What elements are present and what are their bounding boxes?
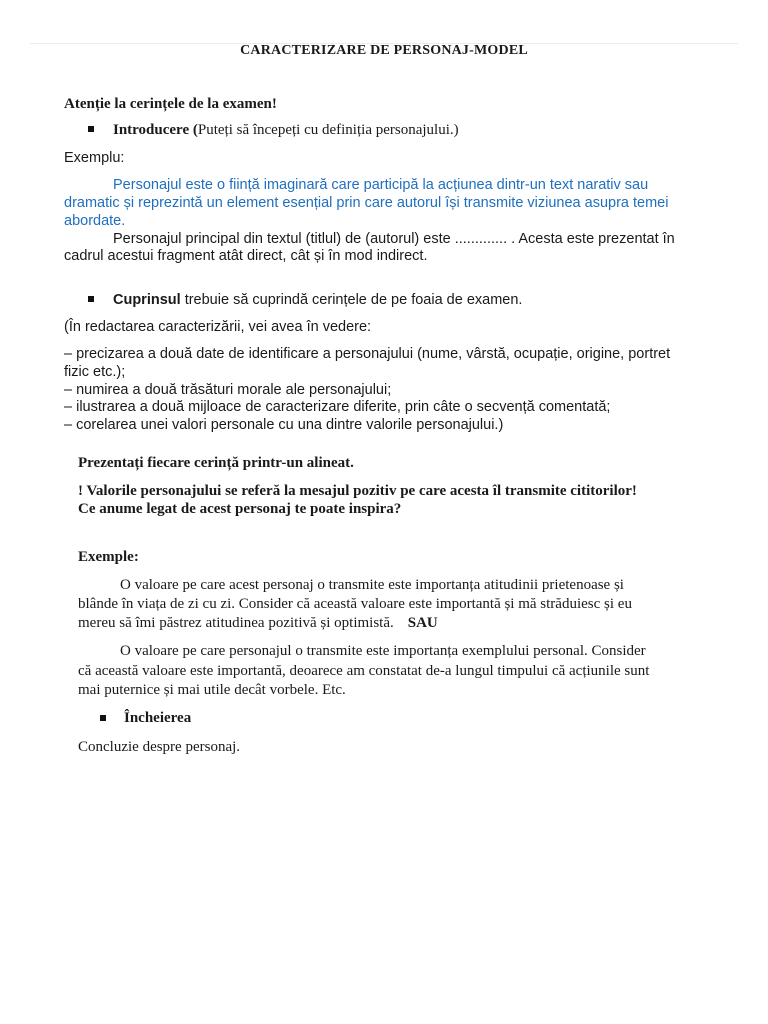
example1-line <box>78 615 438 632</box>
definition-line: Personajul este o ființă imaginară care participă la acțiunea dintr-un text narativ sau <box>113 177 649 193</box>
definition-line: abordate. <box>64 213 126 229</box>
bullet-icon <box>88 296 94 302</box>
example1-last-text: mereu să îmi păstrez atitudinea pozitivă și optimistă. <box>78 615 394 631</box>
examples-heading: Exemple: <box>78 549 139 565</box>
requirement-line: – ilustrarea a două mijloace de caracterizare diferite, prin câte o secvență comentată; <box>64 399 611 415</box>
content-intro: (În redactarea caracterizării, vei avea în vedere: <box>64 319 372 335</box>
document-title: CARACTERIZARE DE PERSONAJ-MODEL <box>240 43 528 58</box>
example2-line: O valoare pe care personajul o transmite este importanța exemplului personal. Consider <box>120 643 646 659</box>
content-note: trebuie să cuprindă cerințele de pe foaia de examen. <box>180 292 523 308</box>
example-label: Exemplu: <box>64 150 125 166</box>
requirement-line: – precizarea a două date de identificare a personajului (nume, vârstă, ocupație, origine, portret <box>64 346 671 362</box>
example1-line: O valoare pe care acest personaj o transmite este importanța atitudinii prietenoase și <box>120 577 624 593</box>
content-line <box>113 292 522 309</box>
definition-line: dramatic și reprezintă un element esențial prin care autorul își transmite viziunea asupra temei <box>64 195 669 211</box>
sau-label: SAU <box>407 615 438 631</box>
requirement-line: – numirea a două trăsături morale ale personajului; <box>64 382 392 398</box>
attention-heading: Atenție la cerințele de la examen! <box>64 96 277 112</box>
requirement-line: – corelarea unei valori personale cu una dintre valorile personajului.) <box>64 417 504 433</box>
intro-line <box>113 122 459 139</box>
intro-heading: Introducere ( <box>113 122 198 138</box>
intro-note: Puteți să începeți cu definiția personajului.) <box>197 122 459 138</box>
requirement-line: fizic etc.); <box>64 364 126 380</box>
values-note-line: Ce anume legat de acest personaj te poate inspira? <box>78 501 402 517</box>
values-note-line: ! Valorile personajului se referă la mesajul pozitiv pe care acesta îl transmite cititorilor! <box>78 483 637 499</box>
example-text-line: cadrul acestui fragment atât direct, cât și în mod indirect. <box>64 248 428 264</box>
content-heading: Cuprinsul <box>113 292 181 308</box>
present-note: Prezentați fiecare cerință printr-un alineat. <box>78 455 354 471</box>
conclusion-heading: Încheierea <box>124 710 192 726</box>
example1-line: blânde în viața de zi cu zi. Consider că această valoare este importantă și mă străduiesc și eu <box>78 596 632 612</box>
example2-line: că această valoare este importantă, deoarece am constatat de-a lungul timpului că acțiunile sunt <box>78 663 650 679</box>
example-text-line: Personajul principal din textul (titlul) de (autorul) este ............. . Acesta este prezentat în <box>113 231 675 247</box>
conclusion-text: Concluzie despre personaj. <box>78 739 241 755</box>
bullet-icon <box>88 126 94 132</box>
example2-line: mai puternice și mai utile decât vorbele. Etc. <box>78 682 346 698</box>
bullet-icon <box>100 715 106 721</box>
